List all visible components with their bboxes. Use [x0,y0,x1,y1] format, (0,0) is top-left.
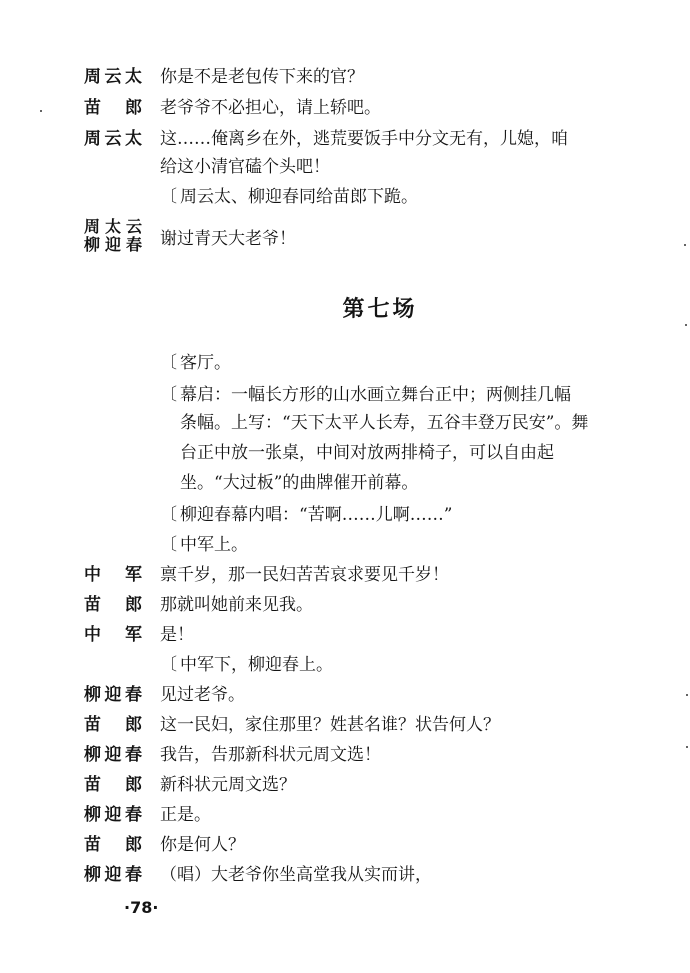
speaker-name: 苗 郎 [84,775,142,795]
dialogue-text: 正是。 [160,805,211,825]
dialogue-text: 我告，告那新科状元周文选！ [160,745,381,765]
speaker-name: 周云太 [84,129,142,149]
direction-text: 中军下，柳迎春上。 [180,655,333,675]
bracket-glyph: 〔 [160,187,177,207]
dialogue-text: 新科状元周文选？ [160,775,296,795]
speaker-name: 柳迎春 [84,805,142,825]
direction-text: 幕启：一幅长方形的山水画立舞台正中；两侧挂几幅 [180,385,571,405]
scan-speck [40,110,42,112]
bracket-glyph: 〔 [160,655,177,675]
speaker-name: 苗 郎 [84,98,142,118]
direction-text: 周云太、柳迎春同给苗郎下跪。 [180,187,418,207]
scan-speck [686,694,688,696]
dialogue-text: 这……俺离乡在外，逃荒要饭手中分文无有，儿媳，咱 [160,129,568,149]
page-number: ·78· [124,898,159,917]
dialogue-text: 你是何人？ [160,835,245,855]
scan-speck [686,746,688,748]
dialogue-text: 这一民妇，家住那里？姓甚名谁？状告何人？ [160,715,500,735]
speaker-name: 中 军 [84,625,142,645]
dialogue-text: 见过老爷。 [160,685,245,705]
scene-title: 第七场 [342,297,418,322]
bracket-glyph: 〔 [160,385,177,405]
speaker-name: 苗 郎 [84,835,142,855]
direction-text: 台正中放一张桌，中间对放两排椅子，可以自由起 [180,443,554,463]
speaker-name: 周云太 [84,67,142,87]
dialogue-text: 那就叫她前来见我。 [160,595,313,615]
speaker-name: 周太云 [84,217,142,236]
speaker-name: 柳迎春 [84,685,142,705]
speaker-name: 中 军 [84,565,142,585]
dialogue-text: 你是不是老包传下来的官？ [160,67,364,87]
speaker-name: 苗 郎 [84,595,142,615]
scan-speck [684,244,686,246]
dialogue-line [0,218,690,258]
speaker-name: 苗 郎 [84,715,142,735]
direction-text: 客厅。 [180,353,231,373]
dialogue-text: 禀千岁，那一民妇苦苦哀求要见千岁！ [160,565,449,585]
direction-text: 柳迎春幕内唱：“苦啊……儿啊……” [180,505,453,525]
speaker-name: 柳迎春 [84,745,142,765]
bracket-glyph: 〔 [160,505,177,525]
direction-text: 坐。“大过板”的曲牌催开前幕。 [180,473,419,493]
dialogue-text: 谢过青天大老爷！ [160,229,296,249]
dialogue-text: 给这小清官磕个头吧！ [160,157,330,177]
dialogue-text: （唱）大老爷你坐高堂我从实而讲， [160,865,432,885]
speaker-name: 柳迎春 [84,235,142,254]
direction-text: 条幅。上写：“天下太平人长寿，五谷丰登万民安”。舞 [180,413,589,433]
scan-speck [685,324,687,326]
bracket-glyph: 〔 [160,353,177,373]
dialogue-text: 是！ [160,625,194,645]
bracket-glyph: 〔 [160,535,177,555]
speaker-name: 柳迎春 [84,865,142,885]
dialogue-text: 老爷爷不必担心，请上轿吧。 [160,98,381,118]
direction-text: 中军上。 [180,535,248,555]
